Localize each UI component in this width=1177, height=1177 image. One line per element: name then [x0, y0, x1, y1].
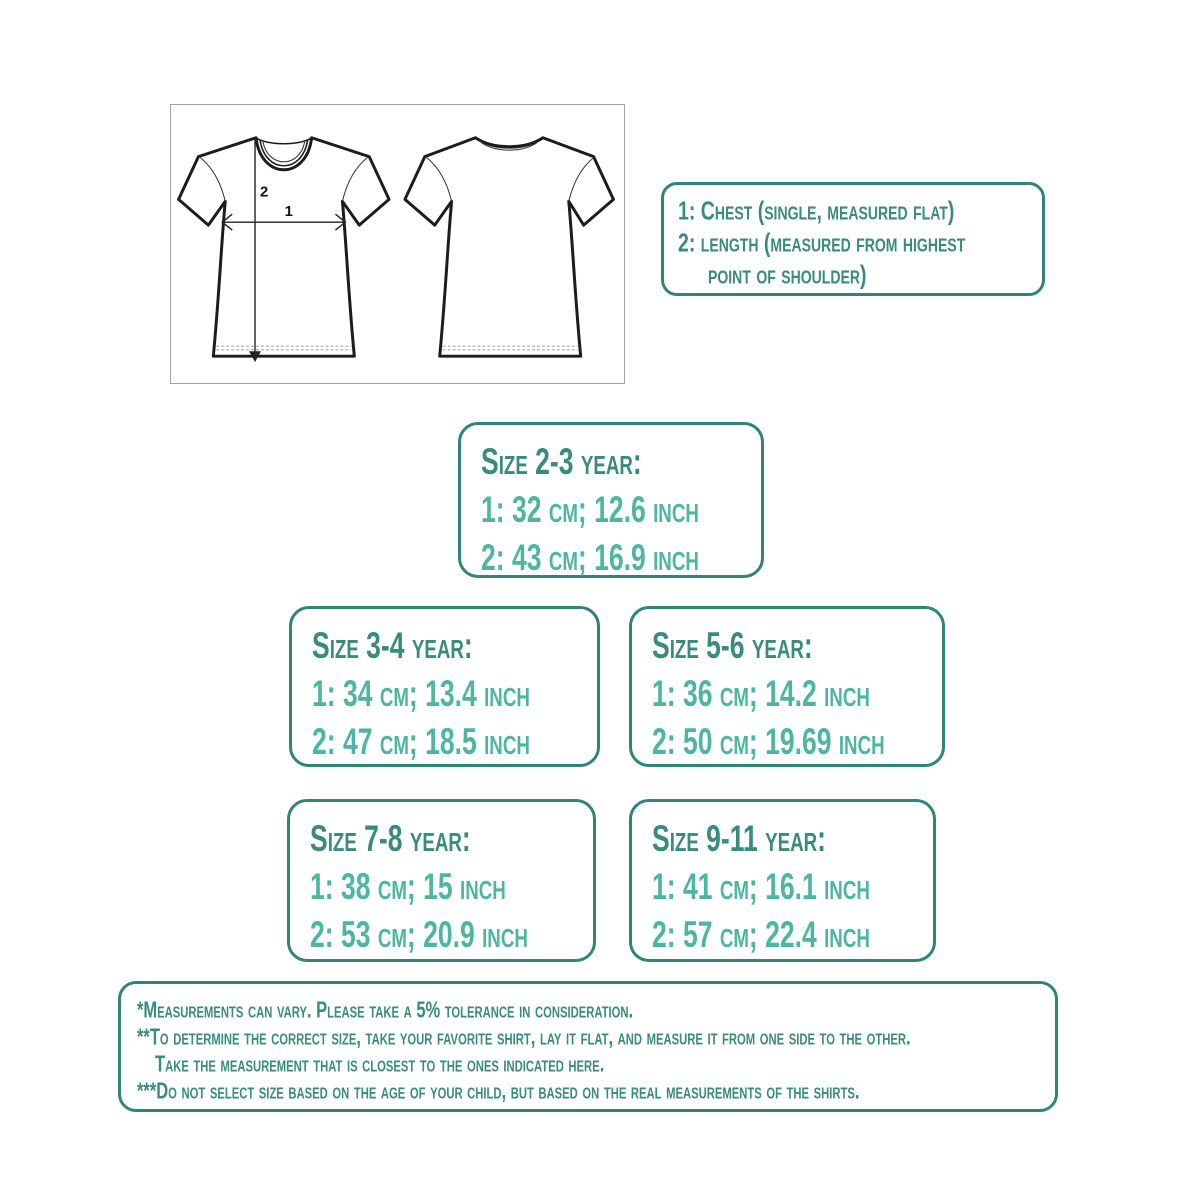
notes-box	[118, 981, 1058, 1112]
size-box-3-4-year	[289, 606, 600, 767]
size-chest-value: 1: 38 cm; 15 inch	[310, 866, 506, 908]
note-age-warning: ***Do not select size based on the age of your child, but based on the real measurements of the shirts.	[137, 1077, 860, 1104]
note-how-to-measure: **To determine the correct size, take your favorite shirt, lay it flat, and measure it from one side to the other.	[137, 1023, 911, 1050]
size-box-9-11-year	[629, 799, 936, 962]
size-title: Size 7-8 year:	[310, 818, 471, 860]
legend-line-length-wrap: point of shoulder)	[708, 260, 867, 290]
legend-line-length: 2: length (measured from highest	[678, 228, 966, 258]
legend-line-chest: 1: Chest (single, measured flat)	[678, 196, 955, 226]
size-chest-value: 1: 36 cm; 14.2 inch	[652, 673, 870, 715]
size-title: Size 5-6 year:	[652, 625, 813, 667]
chest-label: 1	[284, 204, 293, 221]
size-length-value: 2: 50 cm; 19.69 inch	[652, 721, 885, 763]
note-tolerance: *Measurements can vary. Please take a 5% tolerance in consideration.	[137, 996, 634, 1023]
measurement-legend-box	[661, 182, 1045, 296]
size-box-7-8-year	[287, 799, 596, 962]
tshirt-front	[179, 138, 389, 356]
size-length-value: 2: 47 cm; 18.5 inch	[312, 721, 530, 763]
tshirt-back	[405, 138, 614, 356]
size-box-2-3-year	[458, 422, 764, 578]
size-title: Size 2-3 year:	[481, 441, 642, 483]
length-label: 2	[259, 184, 269, 201]
note-how-to-measure-wrap: Take the measurement that is closest to the ones indicated here.	[155, 1050, 605, 1077]
size-box-5-6-year	[629, 606, 945, 767]
size-length-value: 2: 43 cm; 16.9 inch	[481, 537, 699, 579]
tshirt-diagram-svg	[171, 105, 624, 383]
size-chest-value: 1: 32 cm; 12.6 inch	[481, 489, 699, 531]
size-length-value: 2: 57 cm; 22.4 inch	[652, 914, 870, 956]
tshirt-diagram	[170, 104, 625, 384]
size-chest-value: 1: 41 cm; 16.1 inch	[652, 866, 870, 908]
size-length-value: 2: 53 cm; 20.9 inch	[310, 914, 528, 956]
size-title: Size 3-4 year:	[312, 625, 473, 667]
size-chest-value: 1: 34 cm; 13.4 inch	[312, 673, 530, 715]
size-title: Size 9-11 year:	[652, 818, 827, 860]
